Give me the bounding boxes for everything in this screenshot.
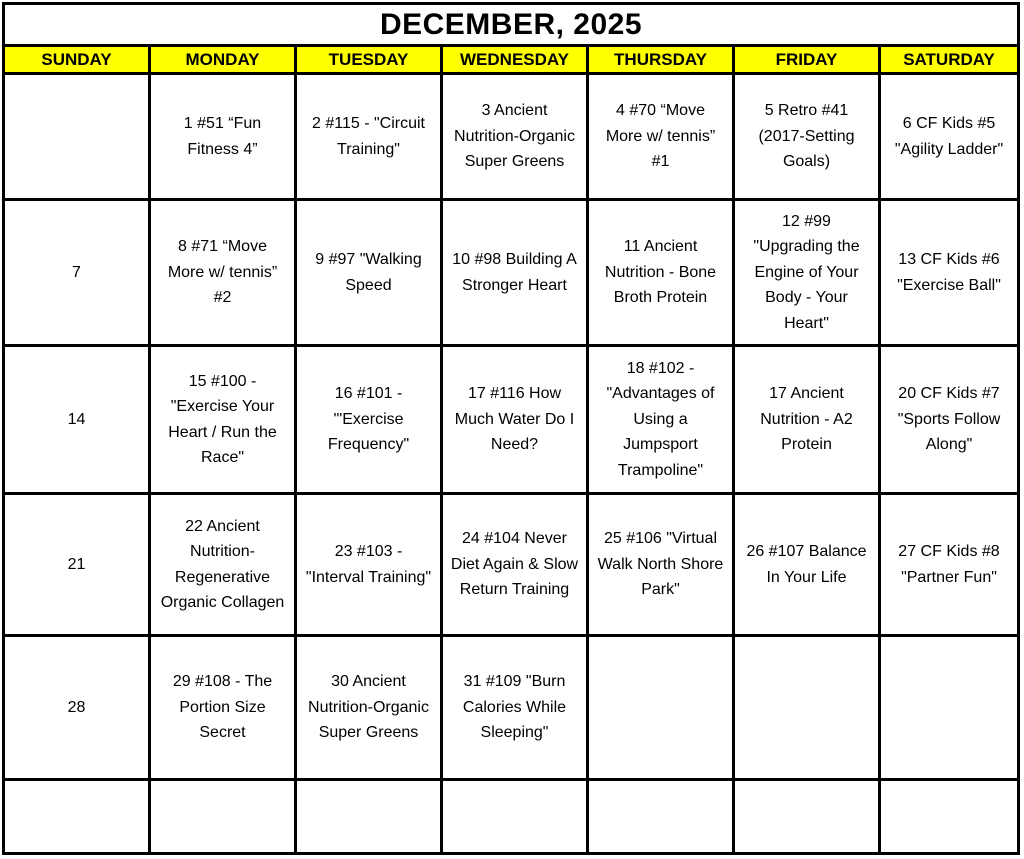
day-cell: 25 #106 "Virtual Walk North Shore Park" [589, 495, 735, 637]
day-cell: 26 #107 Balance In Your Life [735, 495, 881, 637]
day-cell: 17 Ancient Nutrition - A2 Protein [735, 347, 881, 495]
day-cell: 29 #108 - The Portion Size Secret [151, 637, 297, 781]
day-cell: 16 #101 - '"Exercise Frequency" [297, 347, 443, 495]
day-header-wednesday: WEDNESDAY [443, 47, 589, 75]
day-cell: 5 Retro #41 (2017-Setting Goals) [735, 75, 881, 201]
day-header-monday: MONDAY [151, 47, 297, 75]
day-cell: 28 [5, 637, 151, 781]
day-cell: 30 Ancient Nutrition-Organic Super Greens [297, 637, 443, 781]
day-cell: 21 [5, 495, 151, 637]
day-header-thursday: THURSDAY [589, 47, 735, 75]
day-cell: 8 #71 “Move More w/ tennis” #2 [151, 201, 297, 347]
day-cell: 11 Ancient Nutrition - Bone Broth Protein [589, 201, 735, 347]
day-cell: 10 #98 Building A Stronger Heart [443, 201, 589, 347]
day-cell: 24 #104 Never Diet Again & Slow Return Training [443, 495, 589, 637]
day-cell: 15 #100 - "Exercise Your Heart / Run the Race" [151, 347, 297, 495]
day-cell: 3 Ancient Nutrition-Organic Super Greens [443, 75, 589, 201]
day-cell [589, 637, 735, 781]
day-cell: 22 Ancient Nutrition- Regenerative Organic Collagen [151, 495, 297, 637]
day-cell [881, 781, 1017, 852]
day-cell: 1 #51 “Fun Fitness 4” [151, 75, 297, 201]
day-cell: 18 #102 - "Advantages of Using a Jumpsport Trampoline" [589, 347, 735, 495]
day-header-tuesday: TUESDAY [297, 47, 443, 75]
day-cell [297, 781, 443, 852]
day-cell [5, 75, 151, 201]
day-header-friday: FRIDAY [735, 47, 881, 75]
day-cell: 23 #103 - "Interval Training" [297, 495, 443, 637]
day-cell: 6 CF Kids #5 "Agility Ladder" [881, 75, 1017, 201]
day-cell [735, 781, 881, 852]
calendar-title: DECEMBER, 2025 [5, 5, 1017, 47]
day-cell: 9 #97 "Walking Speed [297, 201, 443, 347]
day-cell: 12 #99 "Upgrading the Engine of Your Body - Your Heart" [735, 201, 881, 347]
day-cell: 31 #109 "Burn Calories While Sleeping" [443, 637, 589, 781]
day-cell: 4 #70 “Move More w/ tennis” #1 [589, 75, 735, 201]
day-cell [443, 781, 589, 852]
day-header-sunday: SUNDAY [5, 47, 151, 75]
calendar [2, 2, 1020, 855]
day-cell [151, 781, 297, 852]
day-cell: 7 [5, 201, 151, 347]
day-cell [589, 781, 735, 852]
day-cell: 13 CF Kids #6 "Exercise Ball" [881, 201, 1017, 347]
day-cell [881, 637, 1017, 781]
day-cell: 2 #115 - "Circuit Training" [297, 75, 443, 201]
day-cell: 20 CF Kids #7 "Sports Follow Along" [881, 347, 1017, 495]
day-cell [735, 637, 881, 781]
day-cell [5, 781, 151, 852]
day-cell: 14 [5, 347, 151, 495]
day-header-saturday: SATURDAY [881, 47, 1017, 75]
day-cell: 17 #116 How Much Water Do I Need? [443, 347, 589, 495]
day-cell: 27 CF Kids #8 "Partner Fun" [881, 495, 1017, 637]
